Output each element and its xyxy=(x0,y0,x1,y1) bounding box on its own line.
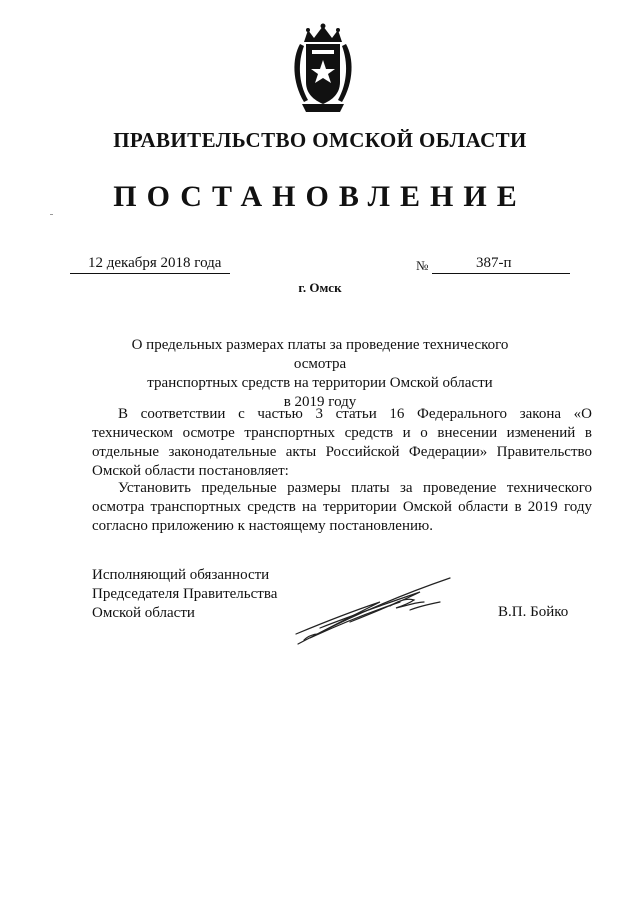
signer-name: В.П. Бойко xyxy=(498,604,569,620)
subject-line: в 2019 году xyxy=(283,394,357,410)
document-number-field xyxy=(432,255,570,274)
document-date-field xyxy=(70,255,230,274)
body-paragraph-preamble: В соответствии с частью 3 статьи 16 Федерального закона «О техническом осмотре транспортных средств и о внесении изменений в отдельные законодательные акты Российской Федерации» Правительство Омской области постановляет: xyxy=(92,406,592,479)
document-type-heading: ПОСТАНОВЛЕНИЕ xyxy=(113,180,527,213)
document-subject xyxy=(110,336,530,412)
handwritten-signature-icon xyxy=(290,572,460,652)
position-line: Председателя Правительства xyxy=(92,586,278,602)
position-line: Омской области xyxy=(92,605,195,621)
coat-of-arms-icon xyxy=(290,22,356,114)
document-date: 12 декабря 2018 года xyxy=(88,255,222,271)
subject-line: О предельных размерах платы за проведение технического осмотра xyxy=(131,337,509,372)
document-number: 387-п xyxy=(476,255,512,271)
government-title: ПРАВИТЕЛЬСТВО ОМСКОЙ ОБЛАСТИ xyxy=(113,128,527,152)
issue-city: г. Омск xyxy=(298,280,342,295)
body-paragraph-resolution: Установить предельные размеры платы за проведение технического осмотра транспортных средств на территории Омской области в 2019 году согласно приложению к настоящему постановлению. xyxy=(92,480,592,534)
signatory-position xyxy=(92,566,277,623)
subject-line: транспортных средств на территории Омской области xyxy=(147,375,493,391)
number-label: № xyxy=(416,258,429,273)
position-line: Исполняющий обязанности xyxy=(92,567,270,583)
scan-speck xyxy=(50,214,53,215)
